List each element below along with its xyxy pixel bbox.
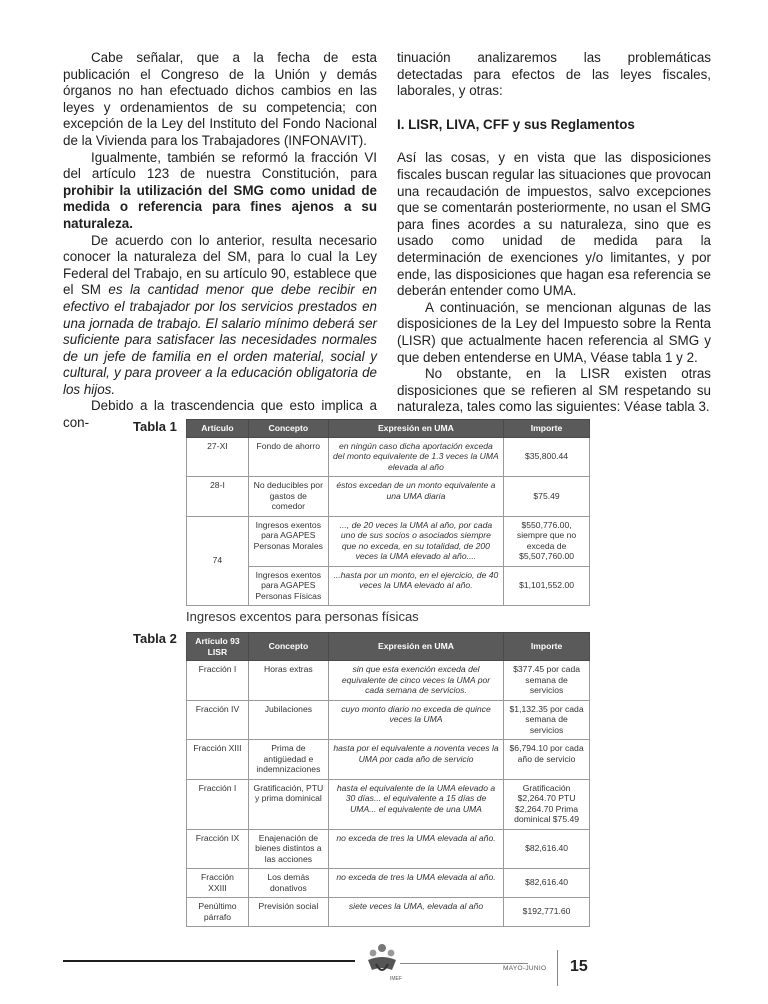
- table-row: Fracción IV Jubilaciones cuyo monto diario no exceda de quince veces la UMA $1,132.35 por cada semana de servicios: [187, 700, 590, 740]
- page-number: 15: [570, 958, 588, 975]
- paragraph: Cabe señalar, que a la fecha de esta publicación el Congreso de la Unión y demás órganos no han efectuado dichos cambios en las leyes y ordenamientos de su competencia; con excepción de la Ley del Instituto del Fondo Nacional de la Vivienda para los Trabajadores (INFONAVIT).: [63, 50, 377, 148]
- imef-logo-icon: [362, 940, 402, 980]
- table-2-label: Tabla 2: [133, 631, 177, 646]
- table-1: [186, 419, 590, 606]
- table-header: Importe: [504, 420, 590, 438]
- paragraph: Igualmente, también se reformó la fracción VI del artículo 123 de nuestra Constitución, para prohibir la utilización del SMG como unidad de medida o referencia para fines ajenos a su naturaleza.: [63, 149, 377, 231]
- table-row: 74 Ingresos exentos para AGAPES Personas Morales ..., de 20 veces la UMA al año, por cada uno de sus socios o asociados siempre que no exceda, en su totalidad, de 200 veces la UMA elevado al año.... $550,776.00, siempre que no exceda de $5,507,760.00: [187, 516, 590, 566]
- logo-label: IMEF: [390, 976, 402, 982]
- table-header: Concepto: [248, 633, 328, 661]
- table-row: 27-XI Fondo de ahorro en ningún caso dicha aportación exceda del monto equivalente de 1.3 veces la UMA elevada al año $35,800.44: [187, 437, 590, 477]
- table-row: Penúltimo párrafo Previsión social siete veces la UMA, elevada al año $192,771.60: [187, 898, 590, 927]
- paragraph: Debido a la trascendencia que esto implica a con-: [63, 398, 377, 431]
- right-column: [397, 50, 711, 416]
- section-heading: I. LISR, LIVA, CFF y sus Reglamentos: [397, 116, 635, 132]
- table-header: Artículo: [187, 420, 249, 438]
- table-row: Fracción XXIII Los demás donativos no exceda de tres la UMA elevada al año. $82,616.40: [187, 869, 590, 898]
- table-header: Expresión en UMA: [328, 420, 503, 438]
- table-header: Artículo 93 LISR: [187, 633, 249, 661]
- table-2-caption: Ingresos excentos para personas físicas: [186, 609, 419, 624]
- paragraph: A continuación, se mencionan algunas de las disposiciones de la Ley del Impuesto sobre la Renta (LISR) que actualmente hacen referencia al SMG y que deben entenderse en UMA, Véase tabla 1 y 2.: [397, 299, 711, 365]
- paragraph: No obstante, en la LISR existen otras disposiciones que se refieren al SM respetando su naturaleza, tales como las siguientes: Véase tabla 3.: [397, 366, 711, 415]
- table-header: Concepto: [248, 420, 328, 438]
- paragraph: Así las cosas, y en vista que las disposiciones fiscales buscan regular las situaciones que provocan una recaudación de impuestos, salvo excepciones que se comentarán posteriormente, no usan el SMG para fines acordes a su naturaleza, sino que es usado como unidad de medida para la determinación de exenciones y/o limitantes, y por ende, las disposiciones que hagan esa referencia se deberán entender como UMA.: [397, 150, 711, 299]
- table-row: Fracción I Gratificación, PTU y prima dominical hasta el equivalente de la UMA elevado a 30 días... el equivalente a 15 días de UMA... el equivalente de una UMA Gratificación $2,264.70 PTU $2,264.70 Prima dominical $75.49: [187, 779, 590, 829]
- table-2: [186, 632, 590, 927]
- table-row: Ingresos exentos para AGAPES Personas Físicas ...hasta por un monto, en el ejercicio, de 40 veces la UMA elevado al año. $1,101,552.00: [187, 566, 590, 606]
- issue-date: MAYO-JUNIO: [503, 965, 547, 972]
- table-row: Fracción IX Enajenación de bienes distintos a las acciones no exceda de tres la UMA elevada al año. $82,616.40: [187, 829, 590, 869]
- footer-divider: [557, 950, 558, 986]
- table-row: Fracción I Horas extras sin que esta exención exceda del equivalente de cinco veces la UMA por cada semana de servicios. $377.45 por cada semana de servicios: [187, 661, 590, 701]
- paragraph: De acuerdo con lo anterior, resulta necesario conocer la naturaleza del SM, para lo cual la Ley Federal del Trabajo, en su artículo 90, establece que el SM es la cantidad menor que debe recibir en efectivo el trabajador por los servicios prestados en una jornada de trabajo. El salario mínimo deberá ser suficiente para satisfacer las necesidades normales de un jefe de familia en el orden material, social y cultural, y para proveer a la educación obligatoria de los hijos.: [63, 232, 377, 397]
- left-column: [63, 50, 377, 432]
- bold-text: prohibir la utilización del SMG como unidad de medida o referencia para fines ajenos a su naturaleza.: [63, 182, 377, 231]
- table-1-label: Tabla 1: [133, 419, 177, 434]
- table-row: 28-I No deducibles por gastos de comedor éstos excedan de un monto equivalente a una UMA diaria $75.49: [187, 477, 590, 517]
- paragraph: tinuación analizaremos las problemáticas detectadas para efectos de las leyes fiscales, laborales, y otras:: [397, 50, 711, 99]
- footer-rule: [63, 960, 355, 962]
- table-header: Expresión en UMA: [328, 633, 503, 661]
- italic-quote: es la cantidad menor que debe recibir en efectivo el trabajador por los servicios prestados en una jornada de trabajo. El salario mínimo deberá ser suficiente para satisfacer las necesidades normales de un jefe de familia en el orden material, social y cultural, y para proveer a la educación obligatoria de los hijos.: [63, 282, 377, 397]
- footer-rule: [400, 963, 528, 964]
- table-row: Fracción XIII Prima de antigüedad e indemnizaciones hasta por el equivalente a noventa veces la UMA por cada año de servicio $6,794.10 por cada año de servicio: [187, 740, 590, 780]
- table-header: Importe: [504, 633, 590, 661]
